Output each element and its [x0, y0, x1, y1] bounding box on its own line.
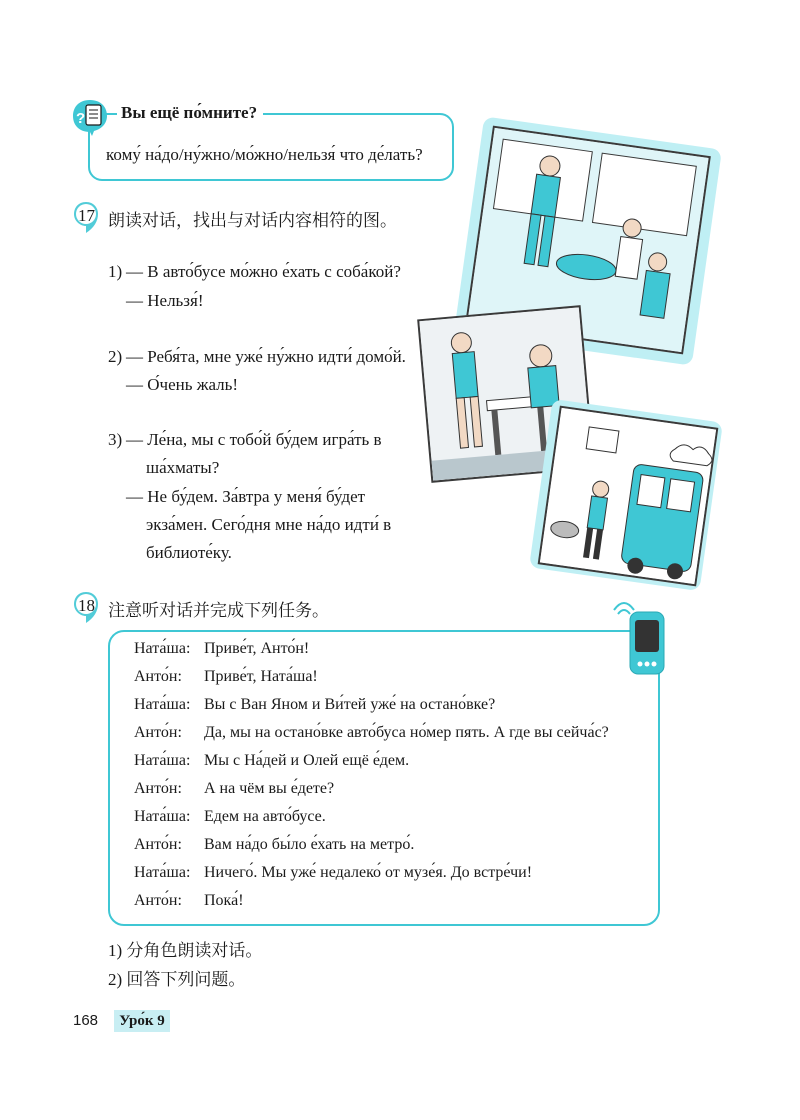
- utterance: Едем на авто́бусе.: [204, 808, 326, 825]
- page-number: 168: [73, 1012, 99, 1029]
- dialogue-line: библиоте́ку.: [146, 543, 232, 562]
- dialogue-marker: 3): [108, 430, 123, 449]
- utterance: Да, мы на остано́вке авто́буса но́мер пять. А где вы сейча́с?: [204, 724, 609, 741]
- utterance: Приве́т, Ната́ша!: [204, 668, 318, 685]
- dialogue-marker: 1): [108, 262, 123, 281]
- reminder-text: кому́ на́до/ну́жно/мо́жно/нельзя́ что де́лать?: [106, 145, 423, 164]
- dialogue-row: [134, 892, 244, 910]
- speaker: Анто́н:: [134, 892, 182, 909]
- dialogue-row: [134, 696, 495, 714]
- question-notebook-icon: [70, 96, 110, 136]
- utterance: А на чём вы е́дете?: [204, 780, 335, 797]
- reminder-title: Вы ещё по́мните?: [117, 103, 263, 123]
- dialogue-row: [134, 724, 609, 742]
- dialogue-row: [134, 668, 318, 686]
- subtask-2: 2) 回答下列问题。: [108, 970, 246, 989]
- dialogue-row: [134, 780, 334, 798]
- utterance: Приве́т, Анто́н!: [204, 640, 310, 657]
- utterance: Вам на́до бы́ло е́хать на метро́.: [204, 836, 415, 853]
- task-17-number: 17: [78, 206, 95, 225]
- utterance: Вы с Ван Яном и Ви́тей уже́ на остано́вке?: [204, 696, 496, 713]
- dialogue-line: — В авто́бусе мо́жно е́хать с соба́кой?: [126, 262, 401, 281]
- speaker: Ната́ша:: [134, 696, 191, 713]
- audio-player-icon[interactable]: [612, 598, 668, 678]
- dialogue-row: [134, 836, 414, 854]
- speaker: Ната́ша:: [134, 752, 191, 769]
- speaker: Анто́н:: [134, 836, 182, 853]
- subtask-1: 1) 分角色朗读对话。: [108, 941, 263, 960]
- task-18-title: 注意听对话并完成下列任务。: [108, 601, 329, 620]
- dialogue-row: [134, 640, 309, 658]
- dialogue-line: ша́хматы?: [146, 458, 220, 477]
- dialogue-marker: 2): [108, 347, 123, 366]
- dialogue-row: [134, 752, 409, 770]
- utterance: Мы с На́дей и Олей ещё е́дем.: [204, 752, 410, 769]
- dialogue-line: — Ребя́та, мне уже́ ну́жно идти́ домо́й.: [126, 347, 406, 366]
- utterance: Ничего́. Мы уже́ недалеко́ от музе́я. До встре́чи!: [204, 864, 533, 881]
- dialogue-row: [134, 808, 326, 826]
- dialogue-line: — О́чень жаль!: [126, 375, 239, 394]
- dialogue-line: — Не бу́дем. За́втра у меня́ бу́дет: [126, 487, 366, 506]
- speaker: Анто́н:: [134, 724, 182, 741]
- dialogue-row: [134, 864, 532, 882]
- dialogue-line: — Нельзя́!: [126, 291, 204, 310]
- svg-text:?: ?: [76, 110, 86, 127]
- speaker: Ната́ша:: [134, 864, 191, 881]
- utterance: Пока́!: [204, 892, 244, 909]
- speaker: Анто́н:: [134, 780, 182, 797]
- dialogue-line: экза́мен. Сего́дня мне на́до идти́ в: [146, 515, 392, 534]
- picture-bus-stop: [538, 406, 719, 587]
- dialogue-line: — Ле́на, мы с тобо́й бу́дем игра́ть в: [126, 430, 382, 449]
- speaker: Ната́ша:: [134, 808, 191, 825]
- speaker: Анто́н:: [134, 668, 182, 685]
- task-17-title: 朗读对话，找出与对话内容相符的图。: [108, 211, 397, 230]
- lesson-tag: Уро́к 9: [114, 1010, 170, 1032]
- speaker: Ната́ша:: [134, 640, 191, 657]
- task-18-number: 18: [78, 596, 95, 615]
